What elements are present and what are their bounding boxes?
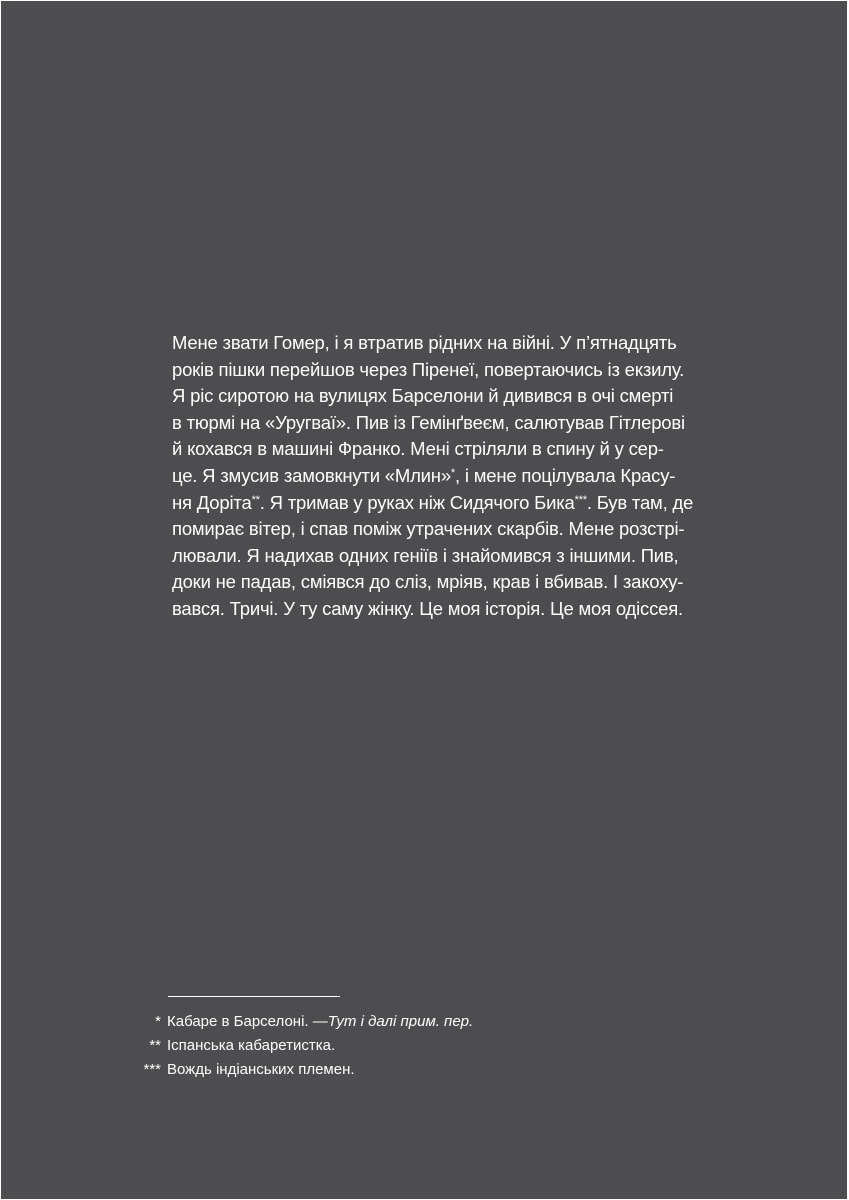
footnote-ref-1: *	[450, 466, 456, 479]
paragraph-line	[172, 569, 692, 596]
text-run: ня Доріта	[172, 491, 252, 513]
paragraph-line	[172, 490, 692, 517]
paragraph-line	[172, 596, 692, 623]
book-page	[1, 1, 847, 1199]
text-run: . Я тримав у руках ніж Сидячого Бика	[259, 491, 575, 513]
footnote-mark: *	[155, 1013, 161, 1030]
line-text: лювали. Я надихав одних геніїв і знайомився з іншими. Пив,	[172, 544, 679, 566]
line-text: в тюрмі на «Уругваї». Пив із Гемінґвеєм, салютував Гітлерові	[172, 411, 685, 433]
line-text	[172, 463, 675, 490]
paragraph-line	[172, 436, 692, 463]
footnote-text: Кабаре в Барселоні. —	[167, 1013, 328, 1030]
paragraph-line	[172, 543, 692, 570]
paragraph-line	[172, 410, 692, 437]
footnote-ref-2: **	[251, 493, 260, 506]
footnote-text: Вождь індіанських племен.	[167, 1061, 355, 1078]
footnote-translator-note: Тут і далі прим. пер.	[327, 1013, 474, 1030]
footnote	[131, 1058, 473, 1082]
line-text: й кохався в машині Франко. Мені стріляли в спину й у сер-	[172, 438, 664, 460]
text-run: . Був там, де	[586, 491, 694, 513]
paragraph-line	[172, 383, 692, 410]
paragraph-line	[172, 330, 692, 357]
line-text: років пішки перейшов через Піренеї, повертаючись із екзилу.	[172, 358, 685, 380]
footnote-divider	[168, 996, 340, 997]
paragraph-line	[172, 463, 692, 490]
paragraph-line	[172, 516, 692, 543]
body-paragraph	[172, 330, 692, 623]
footnote	[131, 1034, 473, 1058]
text-run: , і мене поцілувала Красу-	[455, 464, 676, 486]
footnote	[131, 1010, 473, 1034]
line-text: доки не падав, сміявся до сліз, мріяв, крав і вбивав. І закоху-	[172, 571, 684, 593]
line-text: Я ріс сиротою на вулицях Барселони й дивився в очі смерті	[172, 385, 674, 407]
line-text: помирає вітер, і спав поміж утрачених скарбів. Мене розстрі-	[172, 518, 685, 540]
footnote-ref-3: ***	[574, 493, 587, 506]
line-text	[172, 490, 693, 517]
footnotes	[131, 1010, 473, 1082]
footnote-text: Іспанська кабаретистка.	[167, 1037, 336, 1054]
footnote-mark: ***	[143, 1061, 161, 1078]
line-text: вався. Тричі. У ту саму жінку. Це моя історія. Це моя одіссея.	[172, 597, 683, 619]
text-run: це. Я змусив замовкнути «Млин»	[172, 464, 451, 486]
line-text: Мене звати Гомер, і я втратив рідних на війні. У п’ятнадцять	[172, 332, 677, 353]
paragraph-line	[172, 357, 692, 384]
footnote-mark: **	[149, 1037, 161, 1054]
